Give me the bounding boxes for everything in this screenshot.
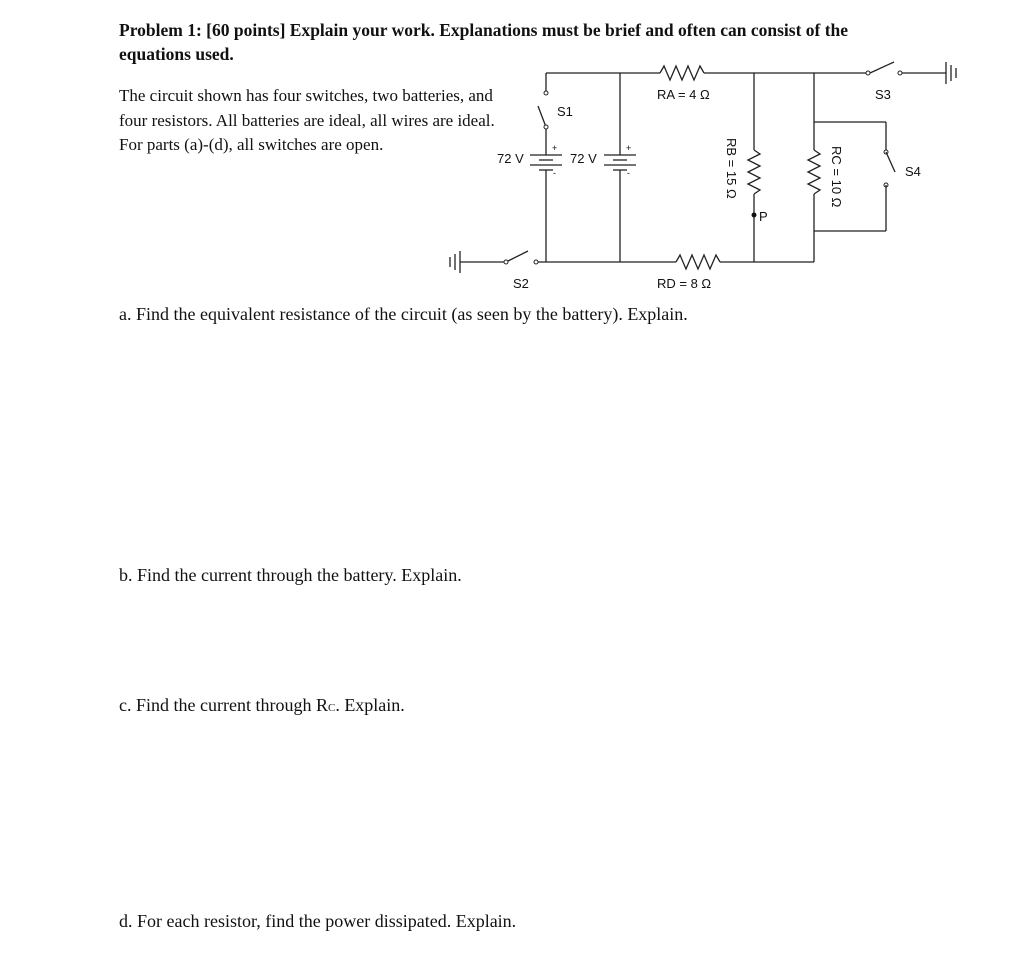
question-d: d. For each resistor, find the power dissipated. Explain. — [119, 911, 517, 931]
resistor-rb — [748, 150, 760, 262]
switch-s3 — [866, 62, 956, 84]
battery-2-plus: + — [626, 143, 632, 153]
battery-2 — [604, 73, 636, 262]
problem-intro: The circuit shown has four switches, two batteries, and four resistors. All batteries are ideal, all wires are ideal. For parts (a)-(d), all switches are open. — [119, 86, 495, 154]
battery-2-minus: - — [627, 168, 630, 178]
resistor-b-label: RB = 15 Ω — [724, 138, 739, 199]
switch-s3-label: S3 — [875, 87, 891, 102]
circuit-diagram — [0, 0, 1024, 300]
battery-1 — [530, 150, 562, 262]
battery-2-label: 72 V — [570, 151, 597, 166]
switch-s2-label: S2 — [513, 276, 529, 291]
problem-heading: Problem 1: [60 points] Explain your work. Explanations must be brief and often can consist of the equations used. — [119, 20, 849, 64]
question-c-subscript: C — [327, 702, 336, 714]
top-wire — [546, 66, 868, 150]
point-p-label: P — [759, 209, 768, 224]
question-c-prefix: c. Find the current through R — [119, 695, 328, 715]
question-a: a. Find the equivalent resistance of the circuit (as seen by the battery). Explain. — [119, 304, 688, 324]
switch-s4 — [884, 122, 895, 231]
question-c-suffix: . Explain. — [335, 695, 405, 715]
resistor-a-label: RA = 4 Ω — [657, 87, 710, 102]
switch-s1 — [538, 91, 548, 150]
resistor-c-label: RC = 10 Ω — [829, 146, 844, 208]
battery-1-plus: + — [552, 143, 558, 153]
resistor-d-label: RD = 8 Ω — [657, 276, 712, 291]
battery-1-minus: - — [553, 168, 556, 178]
battery-1-label: 72 V — [497, 151, 524, 166]
question-c — [119, 694, 405, 719]
bottom-wire — [538, 255, 814, 269]
switch-s2 — [450, 251, 538, 273]
switch-s1-label: S1 — [557, 104, 573, 119]
question-b: b. Find the current through the battery. Explain. — [119, 565, 462, 585]
switch-s4-label: S4 — [905, 164, 921, 179]
resistor-rc — [808, 122, 886, 262]
